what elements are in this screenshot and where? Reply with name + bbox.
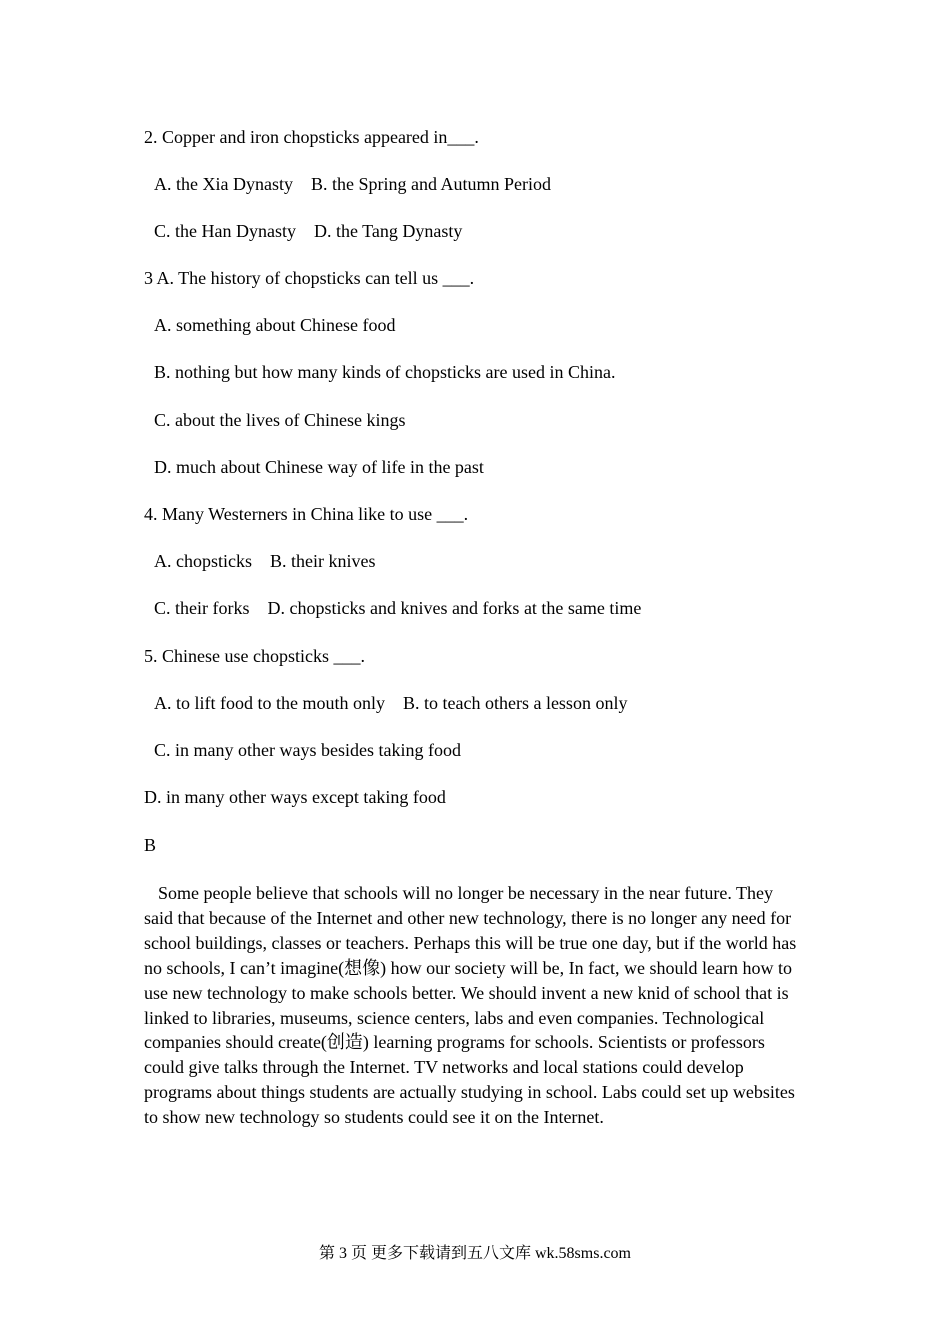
question-3-option-a: A. something about Chinese food xyxy=(154,315,396,335)
reading-passage xyxy=(144,881,799,1130)
question-2-stem: 2. Copper and iron chopsticks appeared in___. xyxy=(144,127,479,147)
page-footer: 第 3 页 更多下载请到五八文库 wk.58sms.com xyxy=(318,1245,631,1262)
question-5-stem: 5. Chinese use chopsticks ___. xyxy=(144,646,365,666)
question-4-options-ab: A. chopsticks B. their knives xyxy=(154,551,376,571)
question-5-options-ab: A. to lift food to the mouth only B. to teach others a lesson only xyxy=(154,693,628,713)
question-3-option-b: B. nothing but how many kinds of chopsticks are used in China. xyxy=(154,362,616,382)
question-2-options-cd: C. the Han Dynasty D. the Tang Dynasty xyxy=(154,221,463,241)
question-3-option-c: C. about the lives of Chinese kings xyxy=(154,410,406,430)
question-3-stem: 3 A. The history of chopsticks can tell us ___. xyxy=(144,268,475,288)
question-5-option-d: D. in many other ways except taking food xyxy=(144,787,446,807)
passage-text: Some people believe that schools will no longer be necessary in the near future. They said that because of the Internet and other new technology, there is no longer any need for school buildings, classes or teachers. Perhaps this will be true one day, but if the world has no schools, I can’t imagine(想像) how our society will be, In fact, we should learn how to use new technology to make schools better. We should invent a new knid of school that is linked to libraries, museums, science centers, labs and even companies. Technological companies should create(创造) learning programs for schools. Scientists or professors could give talks through the Internet. TV networks and local stations could develop programs about things students are actually studying in school. Labs could set up websites to show new technology so students could see it on the Internet. xyxy=(144,883,797,1128)
question-3-option-d: D. much about Chinese way of life in the past xyxy=(154,457,484,477)
question-4-stem: 4. Many Westerners in China like to use ___. xyxy=(144,504,469,524)
section-label: B xyxy=(144,835,157,855)
question-2-options-ab: A. the Xia Dynasty B. the Spring and Autumn Period xyxy=(154,174,551,194)
question-4-options-cd: C. their forks D. chopsticks and knives and forks at the same time xyxy=(154,598,642,618)
question-5-option-c: C. in many other ways besides taking food xyxy=(154,740,461,760)
